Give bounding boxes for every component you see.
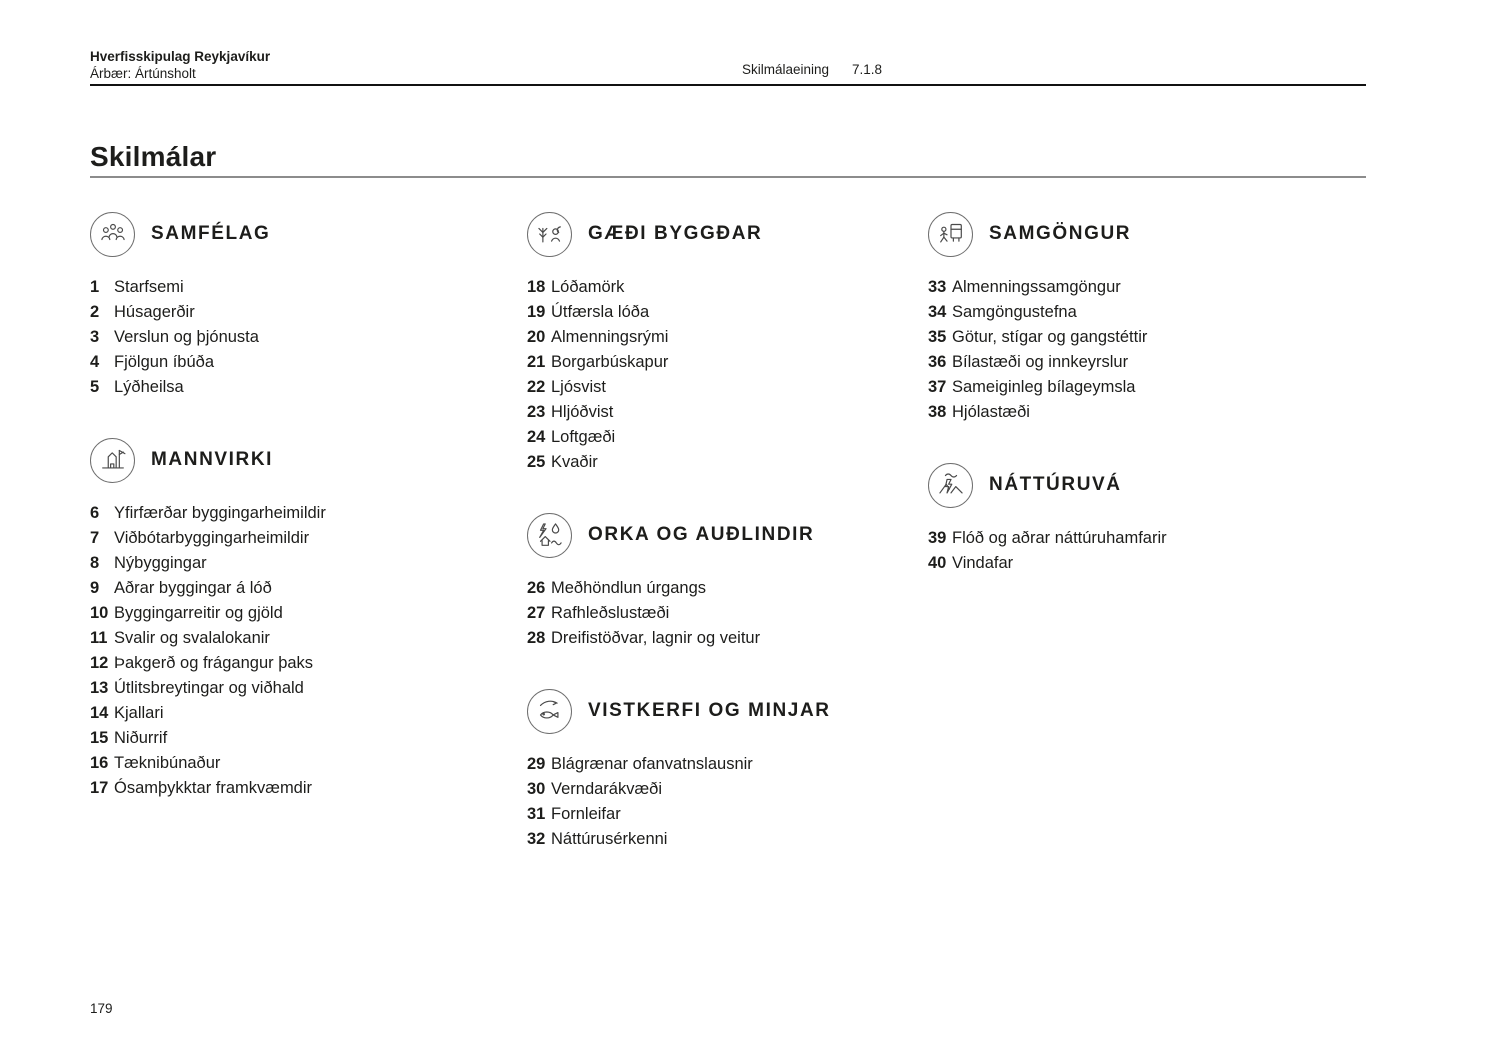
item-number: 14 <box>90 704 109 722</box>
section-gaedi-byggdar <box>527 210 919 475</box>
item-number: 11 <box>90 629 108 647</box>
item-number: 20 <box>527 328 546 346</box>
item-label: Bílastæði og innkeyrslur <box>952 353 1129 371</box>
nature-hazard-icon <box>928 463 973 508</box>
page-title: Skilmálar <box>90 141 217 172</box>
item-label: Náttúrusérkenni <box>551 830 668 848</box>
section-header-gaedi-byggdar <box>527 210 919 258</box>
toc-item-15 <box>90 726 510 751</box>
toc-item-3 <box>90 325 510 350</box>
item-number: 38 <box>928 403 947 421</box>
toc-item-40 <box>928 551 1398 576</box>
item-label: Hljóðvist <box>551 403 614 421</box>
section-title: SAMGÖNGUR <box>989 223 1132 244</box>
section-samgongur <box>928 210 1398 425</box>
toc-item-30 <box>527 777 919 802</box>
section-vistkerfi-og-minjar <box>527 687 919 852</box>
item-number: 7 <box>90 529 100 547</box>
energy-icon <box>527 513 572 558</box>
item-label: Verndarákvæði <box>551 780 662 798</box>
item-label: Yfirfærðar byggingarheimildir <box>114 504 326 522</box>
toc-item-13 <box>90 676 510 701</box>
item-number: 19 <box>527 303 546 321</box>
item-label: Húsagerðir <box>114 303 195 321</box>
item-number: 37 <box>928 378 947 396</box>
item-number: 23 <box>527 403 546 421</box>
item-label: Fornleifar <box>551 805 621 823</box>
toc-item-25 <box>527 450 919 475</box>
section-natturuva <box>928 461 1398 576</box>
item-number: 28 <box>527 629 546 647</box>
document-title: Hverfisskipulag Reykjavíkur <box>90 49 271 64</box>
toc-item-34 <box>928 300 1398 325</box>
item-label: Aðrar byggingar á lóð <box>114 579 272 597</box>
item-label: Niðurrif <box>114 729 168 747</box>
transport-icon <box>928 212 973 257</box>
item-label: Dreifistöðvar, lagnir og veitur <box>551 629 761 647</box>
item-number: 39 <box>928 529 947 547</box>
item-number: 30 <box>527 780 546 798</box>
item-number: 22 <box>527 378 546 396</box>
toc-item-20 <box>527 325 919 350</box>
people-icon <box>90 212 135 257</box>
item-number: 35 <box>928 328 947 346</box>
item-label: Viðbótarbyggingarheimildir <box>114 529 310 547</box>
item-label: Almenningsrými <box>551 328 669 346</box>
header-meta-label: Skilmálaeining <box>742 62 830 77</box>
item-label: Ósamþykktar framkvæmdir <box>114 779 313 797</box>
item-number: 6 <box>90 504 100 522</box>
item-label: Tæknibúnaður <box>114 754 221 772</box>
toc-item-18 <box>527 275 919 300</box>
item-number: 18 <box>527 278 546 296</box>
item-label: Kvaðir <box>551 453 598 471</box>
item-number: 31 <box>527 805 546 823</box>
item-label: Þakgerð og frágangur þaks <box>114 654 314 672</box>
construction-icon <box>90 438 135 483</box>
item-label: Starfsemi <box>114 278 184 296</box>
item-number: 9 <box>90 579 100 597</box>
section-title: ORKA OG AUÐLINDIR <box>588 524 815 545</box>
toc-item-11 <box>90 626 510 651</box>
item-label: Nýbyggingar <box>114 554 207 572</box>
item-number: 4 <box>90 353 100 371</box>
toc-item-37 <box>928 375 1398 400</box>
toc-item-39 <box>928 526 1398 551</box>
section-header-vistkerfi-og-minjar <box>527 687 919 735</box>
toc-item-12 <box>90 651 510 676</box>
toc-item-29 <box>527 752 919 777</box>
header-divider <box>90 84 1366 86</box>
section-header-orka-og-audlindir <box>527 511 919 559</box>
item-number: 32 <box>527 830 546 848</box>
item-label: Ljósvist <box>551 378 607 396</box>
section-orka-og-audlindir <box>527 511 919 651</box>
toc-item-26 <box>527 576 919 601</box>
toc-item-9 <box>90 576 510 601</box>
item-number: 8 <box>90 554 100 572</box>
document-subtitle: Árbær: Ártúnsholt <box>90 66 196 81</box>
item-label: Flóð og aðrar náttúruhamfarir <box>952 529 1167 547</box>
section-samfelag <box>90 210 510 400</box>
item-label: Sameiginleg bílageymsla <box>952 378 1136 396</box>
toc-item-22 <box>527 375 919 400</box>
toc-item-27 <box>527 601 919 626</box>
item-label: Lóðamörk <box>551 278 625 296</box>
item-number: 33 <box>928 278 947 296</box>
title-divider <box>90 176 1366 178</box>
item-label: Blágrænar ofanvatnslausnir <box>551 755 753 773</box>
item-number: 27 <box>527 604 546 622</box>
page-number: 179 <box>90 1001 113 1016</box>
item-label: Útlitsbreytingar og viðhald <box>114 679 304 697</box>
section-header-samfelag <box>90 210 510 258</box>
toc-item-23 <box>527 400 919 425</box>
item-number: 36 <box>928 353 947 371</box>
item-label: Verslun og þjónusta <box>114 328 259 346</box>
section-header-natturuva <box>928 461 1398 509</box>
item-number: 2 <box>90 303 100 321</box>
toc-item-17 <box>90 776 510 801</box>
item-label: Vindafar <box>952 554 1014 572</box>
section-title: SAMFÉLAG <box>151 223 271 244</box>
item-label: Fjölgun íbúða <box>114 353 214 371</box>
item-number: 21 <box>527 353 546 371</box>
toc-item-19 <box>527 300 919 325</box>
item-number: 40 <box>928 554 947 572</box>
toc-item-16 <box>90 751 510 776</box>
toc-item-24 <box>527 425 919 450</box>
toc-item-21 <box>527 350 919 375</box>
section-title: NÁTTÚRUVÁ <box>989 474 1122 495</box>
item-label: Loftgæði <box>551 428 616 446</box>
urban-quality-icon <box>527 212 572 257</box>
item-label: Lýðheilsa <box>114 378 184 396</box>
item-number: 1 <box>90 278 100 296</box>
toc-item-4 <box>90 350 510 375</box>
column-1 <box>90 210 510 801</box>
toc-item-8 <box>90 551 510 576</box>
item-number: 26 <box>527 579 546 597</box>
item-label: Útfærsla lóða <box>551 303 650 321</box>
item-label: Meðhöndlun úrgangs <box>551 579 707 597</box>
item-number: 24 <box>527 428 546 446</box>
document-header <box>90 48 1366 82</box>
item-number: 34 <box>928 303 947 321</box>
item-number: 17 <box>90 779 109 797</box>
item-label: Hjólastæði <box>952 403 1030 421</box>
section-title: GÆÐI BYGGÐAR <box>588 223 763 244</box>
item-number: 3 <box>90 328 100 346</box>
item-number: 16 <box>90 754 109 772</box>
section-header-mannvirki <box>90 436 510 484</box>
item-label: Almenningssamgöngur <box>952 278 1121 296</box>
section-title: VISTKERFI OG MINJAR <box>588 700 831 721</box>
toc-item-2 <box>90 300 510 325</box>
column-2 <box>527 210 919 852</box>
item-label: Borgarbúskapur <box>551 353 669 371</box>
item-label: Svalir og svalalokanir <box>114 629 270 647</box>
toc-item-6 <box>90 501 510 526</box>
toc-item-38 <box>928 400 1398 425</box>
toc-item-7 <box>90 526 510 551</box>
item-number: 25 <box>527 453 546 471</box>
toc-item-35 <box>928 325 1398 350</box>
item-number: 10 <box>90 604 109 622</box>
item-number: 13 <box>90 679 109 697</box>
toc-item-32 <box>527 827 919 852</box>
toc-item-33 <box>928 275 1398 300</box>
toc-item-10 <box>90 601 510 626</box>
item-label: Samgöngustefna <box>952 303 1077 321</box>
header-meta-value: 7.1.8 <box>852 62 883 77</box>
item-label: Kjallari <box>114 704 164 722</box>
item-number: 12 <box>90 654 109 672</box>
section-mannvirki <box>90 436 510 801</box>
column-3 <box>928 210 1398 576</box>
item-label: Rafhleðslustæði <box>551 604 670 622</box>
ecosystem-icon <box>527 689 572 734</box>
toc-item-31 <box>527 802 919 827</box>
toc-item-5 <box>90 375 510 400</box>
item-number: 5 <box>90 378 100 396</box>
toc-item-28 <box>527 626 919 651</box>
item-number: 15 <box>90 729 109 747</box>
toc-item-14 <box>90 701 510 726</box>
section-header-samgongur <box>928 210 1398 258</box>
item-number: 29 <box>527 755 546 773</box>
section-title: MANNVIRKI <box>151 449 274 470</box>
item-label: Götur, stígar og gangstéttir <box>952 328 1148 346</box>
toc-item-36 <box>928 350 1398 375</box>
toc-item-1 <box>90 275 510 300</box>
item-label: Byggingarreitir og gjöld <box>114 604 283 622</box>
